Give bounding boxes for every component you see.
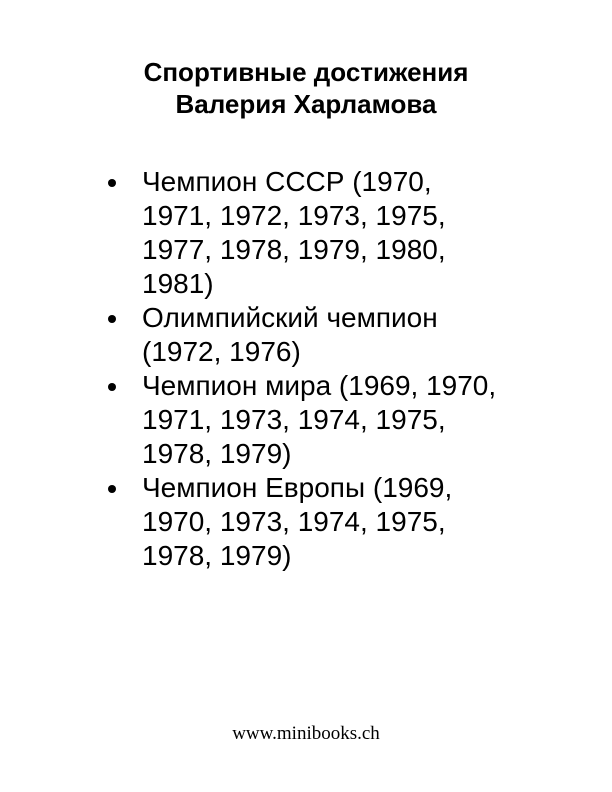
list-item-line: Чемпион мира (1969, 1970, bbox=[142, 370, 497, 401]
bullet-icon bbox=[108, 383, 116, 391]
list-item-line: (1972, 1976) bbox=[142, 336, 301, 367]
list-item-line: Чемпион Европы (1969, bbox=[142, 472, 453, 503]
list-item bbox=[108, 471, 568, 573]
list-item-line: 1981) bbox=[142, 268, 214, 299]
title-line-1: Спортивные достижения bbox=[143, 57, 469, 87]
achievements-list bbox=[108, 165, 568, 573]
bullet-icon bbox=[108, 315, 116, 323]
list-item bbox=[108, 369, 568, 471]
list-item-line: 1977, 1978, 1979, 1980, bbox=[142, 234, 446, 265]
list-item-line: Олимпийский чемпион bbox=[142, 302, 438, 333]
list-item bbox=[108, 301, 568, 369]
list-item bbox=[108, 165, 568, 301]
list-item-line: Чемпион СССР (1970, bbox=[142, 166, 432, 197]
footer-url: www.minibooks.ch bbox=[232, 723, 380, 744]
title-line-2: Валерия Харламова bbox=[175, 89, 437, 119]
list-item-line: 1978, 1979) bbox=[142, 540, 292, 571]
list-item-line: 1971, 1973, 1974, 1975, bbox=[142, 404, 446, 435]
bullet-icon bbox=[108, 485, 116, 493]
list-item-line: 1971, 1972, 1973, 1975, bbox=[142, 200, 446, 231]
list-item-line: 1970, 1973, 1974, 1975, bbox=[142, 506, 446, 537]
bullet-icon bbox=[108, 179, 116, 187]
list-item-line: 1978, 1979) bbox=[142, 438, 292, 469]
page-title bbox=[0, 56, 612, 120]
